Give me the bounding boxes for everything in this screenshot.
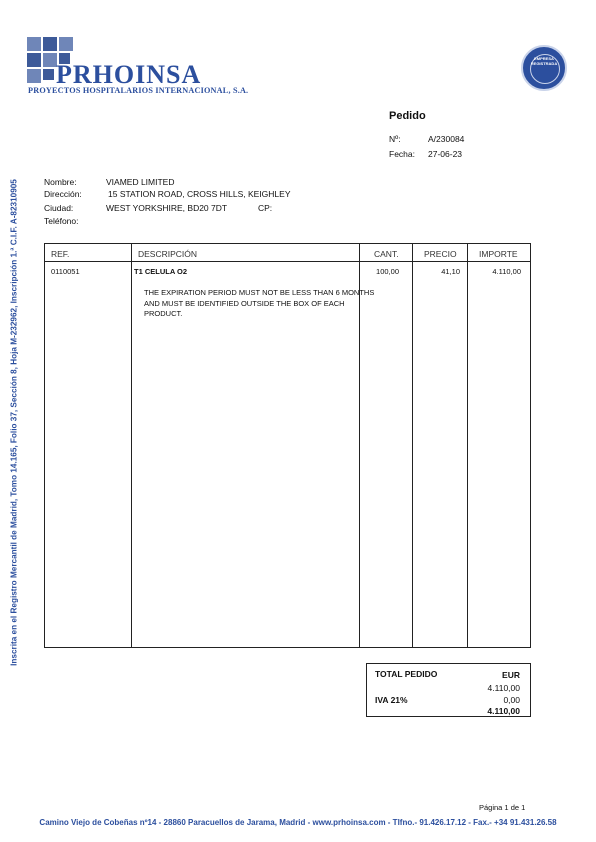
grand-total: 4.110,00 <box>487 706 520 716</box>
expiration-note: THE EXPIRATION PERIOD MUST NOT BE LESS THAN 6 MONTHS AND MUST BE IDENTIFIED OUTSIDE THE BOX OF EACH PRODUCT. <box>144 288 375 318</box>
total-label: TOTAL PEDIDO <box>375 669 438 679</box>
row-amount: 4.110,00 <box>492 267 521 276</box>
customer-name: VIAMED LIMITED <box>106 177 175 187</box>
vat-amount: 0,00 <box>503 695 520 705</box>
header-price: PRECIO <box>424 249 457 259</box>
order-number-label: Nº: <box>389 134 401 144</box>
order-date: 27-06-23 <box>428 149 463 159</box>
customer-name-label: Nombre: <box>44 177 77 187</box>
customer-address-label: Dirección: <box>44 189 82 199</box>
company-subtitle: PROYECTOS HOSPITALARIOS INTERNACIONAL, S.A. <box>28 86 249 95</box>
customer-address: 15 STATION ROAD, CROSS HILLS, KEIGHLEY <box>108 189 291 199</box>
order-number: A/230084 <box>428 134 465 144</box>
header-qty: CANT. <box>374 249 399 259</box>
customer-phone-label: Teléfono: <box>44 216 79 226</box>
customer-cp-label: CP: <box>258 203 273 213</box>
row-description: T1 CELULA O2 <box>134 267 188 276</box>
row-price: 41,10 <box>441 267 460 276</box>
row-ref: 0110051 <box>51 267 80 276</box>
currency: EUR <box>502 670 520 680</box>
customer-city-label: Ciudad: <box>44 203 74 213</box>
order-items-table <box>44 243 531 648</box>
order-date-label: Fecha: <box>389 149 415 159</box>
seal-text-2: REGISTRADA <box>530 61 558 66</box>
customer-city: WEST YORKSHIRE, BD20 7DT <box>106 203 228 213</box>
page-indicator: Página 1 de 1 <box>479 803 526 812</box>
document-title: Pedido <box>389 110 426 122</box>
registry-info: Inscrita en el Registro Mercantil de Madrid, Tomo 14.165, Folio 37, Sección 8, Hoja M-232962, Inscripción 1.ª C.I.F. A-82310905 <box>9 179 19 666</box>
header-description: DESCRIPCIÓN <box>138 249 198 259</box>
registered-company-seal <box>521 45 567 91</box>
seal-text-1: EMPRESA <box>534 56 554 61</box>
total-amount: 4.110,00 <box>487 683 520 693</box>
vat-label: IVA 21% <box>375 695 408 705</box>
footer-contact: Camino Viejo de Cobeñas nº14 - 28860 Paracuellos de Jarama, Madrid - www.prhoinsa.com - Tlfno.- 91.426.17.12 - Fax.- +34 91.431.26.58 <box>39 818 557 827</box>
company-name: PRHOINSA <box>56 60 202 89</box>
row-qty: 100,00 <box>376 267 399 276</box>
header-amount: IMPORTE <box>479 249 518 259</box>
totals-box <box>366 663 531 717</box>
header-ref: REF. <box>51 249 70 259</box>
